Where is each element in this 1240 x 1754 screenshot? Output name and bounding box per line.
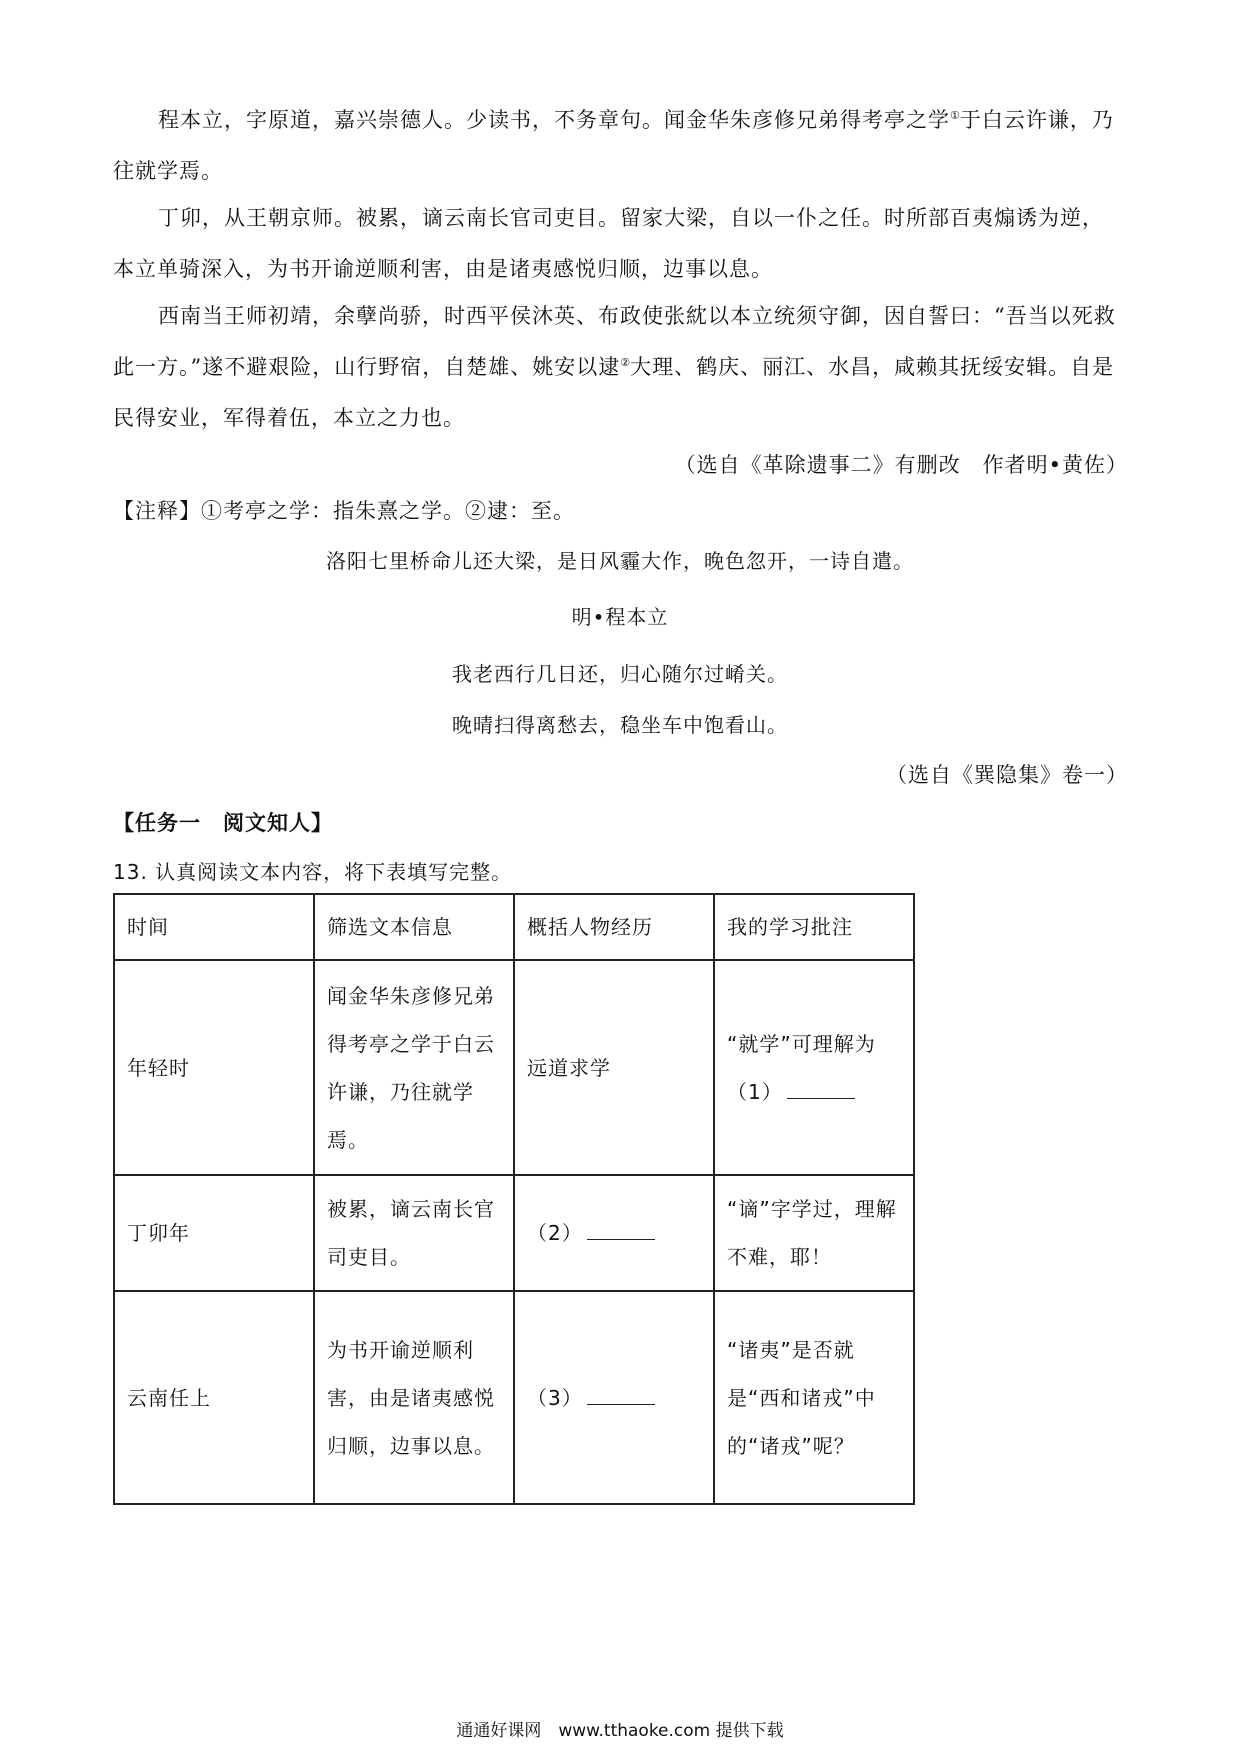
header-summary: 概括人物经历 (514, 894, 714, 960)
cell-time: 云南任上 (114, 1291, 314, 1504)
cell-summary: （3） (514, 1291, 714, 1504)
header-info: 筛选文本信息 (314, 894, 514, 960)
table-row (114, 960, 914, 1175)
table-row (114, 1175, 914, 1291)
table-header-row (114, 894, 914, 960)
page-footer: 通通好课网 www.tthaoke.com 提供下载 (456, 1721, 784, 1741)
header-time: 时间 (114, 894, 314, 960)
header-note: 我的学习批注 (714, 894, 914, 960)
passage-notes: 【注释】①考亭之学：指朱熹之学。②逮：至。 (113, 499, 575, 523)
cell-info: 闻金华朱彦修兄弟得考亭之学于白云许谦，乃往就学焉。 (314, 960, 514, 1175)
passage-source: （选自《革除遗事二》有删改 作者明•黄佐） (674, 453, 1128, 477)
cell-info: 被累，谪云南长官司吏目。 (314, 1175, 514, 1291)
cell-note: “就学”可理解为（1） (714, 960, 914, 1175)
poem-title: 洛阳七里桥命儿还大梁，是日风霾大作，晚色忽开，一诗自遣。 (326, 549, 914, 573)
cell-note: “诸夷”是否就是“西和诸戎”中的“诸戎”呢？ (714, 1291, 914, 1504)
fill-in-table (113, 893, 915, 1505)
poem-source: （选自《巽隐集》卷一） (886, 763, 1128, 787)
passage-paragraph-2: 丁卯，从王朝京师。被累，谪云南长官司吏目。留家大梁，自以一仆之任。时所部百夷煽诱为逆，本立单骑深入，为书开谕逆顺利害，由是诸夷感悦归顺，边事以息。 (113, 206, 1104, 281)
answer-blank-2[interactable] (587, 1219, 655, 1240)
poem-line-1: 我老西行几日还，归心随尔过崤关。 (452, 662, 788, 686)
cell-time: 年轻时 (114, 960, 314, 1175)
poem-author: 明•程本立 (571, 605, 669, 629)
question-13: 13. 认真阅读文本内容，将下表填写完整。 (113, 860, 513, 884)
passage-paragraph-1: 程本立，字原道，嘉兴崇德人。少读书，不务章句。闻金华朱彦修兄弟得考亭之学①于白云许谦，乃往就学焉。 (113, 108, 1114, 183)
footnote-marker-1: ① (950, 109, 960, 122)
cell-summary: 远道求学 (514, 960, 714, 1175)
passage-paragraph-3: 西南当王师初靖，余孽尚骄，时西平侯沐英、布政使张紞以本立统须守御，因自誓曰：“吾当以死救此一方。”遂不避艰险，山行野宿，自楚雄、姚安以逮②大理、鹤庆、丽江、水昌，咸赖其抚绥安辑。自是民得安业，军得着伍，本立之力也。 (113, 304, 1116, 430)
poem-line-2: 晚晴扫得离愁去，稳坐车中饱看山。 (452, 713, 788, 737)
cell-summary: （2） (514, 1175, 714, 1291)
task-heading: 【任务一 阅文知人】 (113, 810, 333, 835)
cell-info: 为书开谕逆顺利害，由是诸夷感悦归顺，边事以息。 (314, 1291, 514, 1504)
answer-blank-3[interactable] (587, 1384, 655, 1405)
footnote-marker-2: ② (620, 356, 631, 369)
table-row (114, 1291, 914, 1504)
cell-time: 丁卯年 (114, 1175, 314, 1291)
cell-note: “谪”字学过，理解不难，耶！ (714, 1175, 914, 1291)
answer-blank-1[interactable] (787, 1078, 855, 1099)
